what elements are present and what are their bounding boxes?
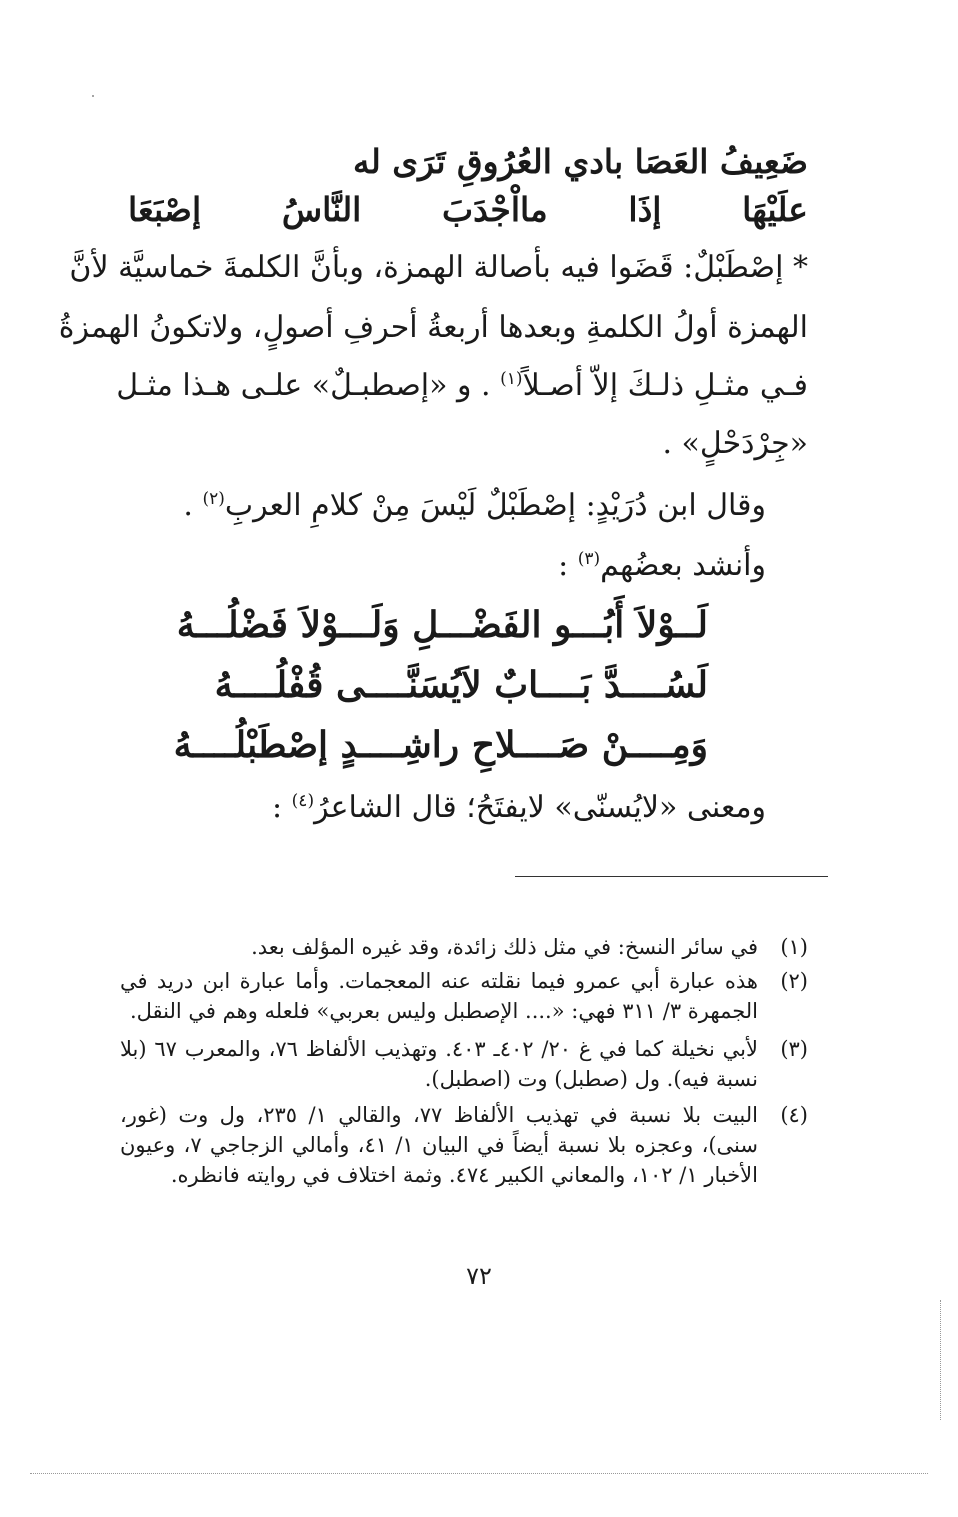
- footnote-number: (٢): [780, 969, 808, 993]
- footnote-text: لأبي نخيلة كما في غ ٢٠/ ٤٠٢ـ ٤٠٣. وتهذيب الألفاظ ٧٦، والمعرب ٦٧ (بلا نسبة فيه). ول (صطبل) وت (اصطبل).: [120, 1037, 758, 1091]
- footnote-ref-1[interactable]: (١): [500, 369, 523, 389]
- poem2-line-3: وَمِــــنْ صَــــلاحِ راشِــــدٍ إصْطَبْلُــــهُ: [173, 724, 708, 766]
- entry-line-3-text-b: . و «إصطبـلٌ» علـى هـذا مثـل: [116, 368, 501, 403]
- entry-line-1: * إصْطَبْلٌ: قَضَوا فيه بأصالة الهمزة، وبأنَّ الكلمةَ خماسيَّة لأنَّ: [69, 250, 808, 285]
- entry-line-4: «جِرْدَحْلٍ» .: [662, 426, 808, 461]
- footnote-number: (٤): [780, 1103, 808, 1127]
- scan-speck: [92, 95, 94, 97]
- entry-line-5: [120, 486, 766, 526]
- after-poem-line: [120, 788, 766, 828]
- scan-border-right: [940, 1300, 941, 1420]
- entry-line-6-text-b: :: [558, 548, 578, 583]
- entry-line-6: [120, 546, 766, 586]
- footnote-text: هذه عبارة أبي عمرو فيما نقلته عنه المعجمات. وأما عبارة ابن دريد في الجمهرة ٣/ ٣١١ فهي: «.... الإصطبل وليس بعربي» فلعله وهم في النقل.: [120, 969, 758, 1023]
- after-poem-text-a: ومعنى «لايُسنّى» لايفتَحُ؛ قال الشاعرُ: [314, 790, 766, 825]
- footnote-number: (١): [780, 935, 808, 959]
- page-number: ٧٢: [466, 1262, 492, 1290]
- poem-top-line-1: ضَعِيفُ العَصَا بادي العُرُوقِ تَرَى له: [353, 142, 808, 181]
- entry-line-3-text-a: فـي مثـلِ ذلـكَ إلاّ أصـلاً: [522, 368, 808, 403]
- footnote-text: في سائر النسخ: في مثل ذلك زائدة، وقد غيره المؤلف بعد.: [251, 935, 758, 959]
- footnote-number: (٣): [780, 1037, 808, 1061]
- poem2-line-1: لَــوْلاَ أَبُـــو الفَضْـــلِ وَلَـــوْلاَ فَضْلُـــهُ: [176, 604, 708, 646]
- footnote-text: البيت بلا نسبة في تهذيب الألفاظ ٧٧، والقالي ١/ ٢٣٥، ول وت (غور، سنى)، وعجزه بلا نسبة أيضاً في البيان ١/ ٤١، وأمالي الزجاجي ٧، وعيون الأخبار ١/ ١٠٢، والمعاني الكبير ٤٧٤. وثمة اختلاف في روايته فانظره.: [120, 1103, 758, 1187]
- entry-line-6-text-a: وأنشد بعضُهم: [600, 548, 766, 583]
- scan-border-bottom: [30, 1473, 928, 1474]
- footnote-2: [120, 966, 808, 1026]
- footnote-3: [120, 1034, 808, 1094]
- after-poem-text-b: :: [272, 790, 292, 825]
- entry-line-3: [116, 366, 808, 406]
- footnote-1: [120, 932, 808, 962]
- footnote-ref-3[interactable]: (٣): [577, 549, 601, 569]
- poem-top-line-2: علَيْهَا إذَا مااْجْدَبَ النَّاسُ إصْبَعَا: [128, 190, 808, 229]
- poem2-line-2: لَسُــــدَّ بَــــابٌ لاَيُسَنَّــــى قُفْلُــــهُ: [214, 664, 708, 706]
- entry-line-2: الهمزة أولُ الكلمةِ وبعدها أربعةُ أحرفِ أصولٍ، ولاتكونُ الهمزةُ: [58, 310, 808, 345]
- footnote-ref-4[interactable]: (٤): [291, 791, 315, 811]
- footnote-separator: [515, 876, 828, 877]
- entry-line-5-text-a: وقال ابن دُرَيْدٍ: إصْطَبْلٌ لَيْسَ مِنْ كلامِ العربِ: [224, 488, 766, 523]
- footnote-ref-2[interactable]: (٢): [202, 489, 225, 509]
- entry-line-5-text-b: .: [183, 488, 203, 523]
- footnote-4: [120, 1100, 808, 1190]
